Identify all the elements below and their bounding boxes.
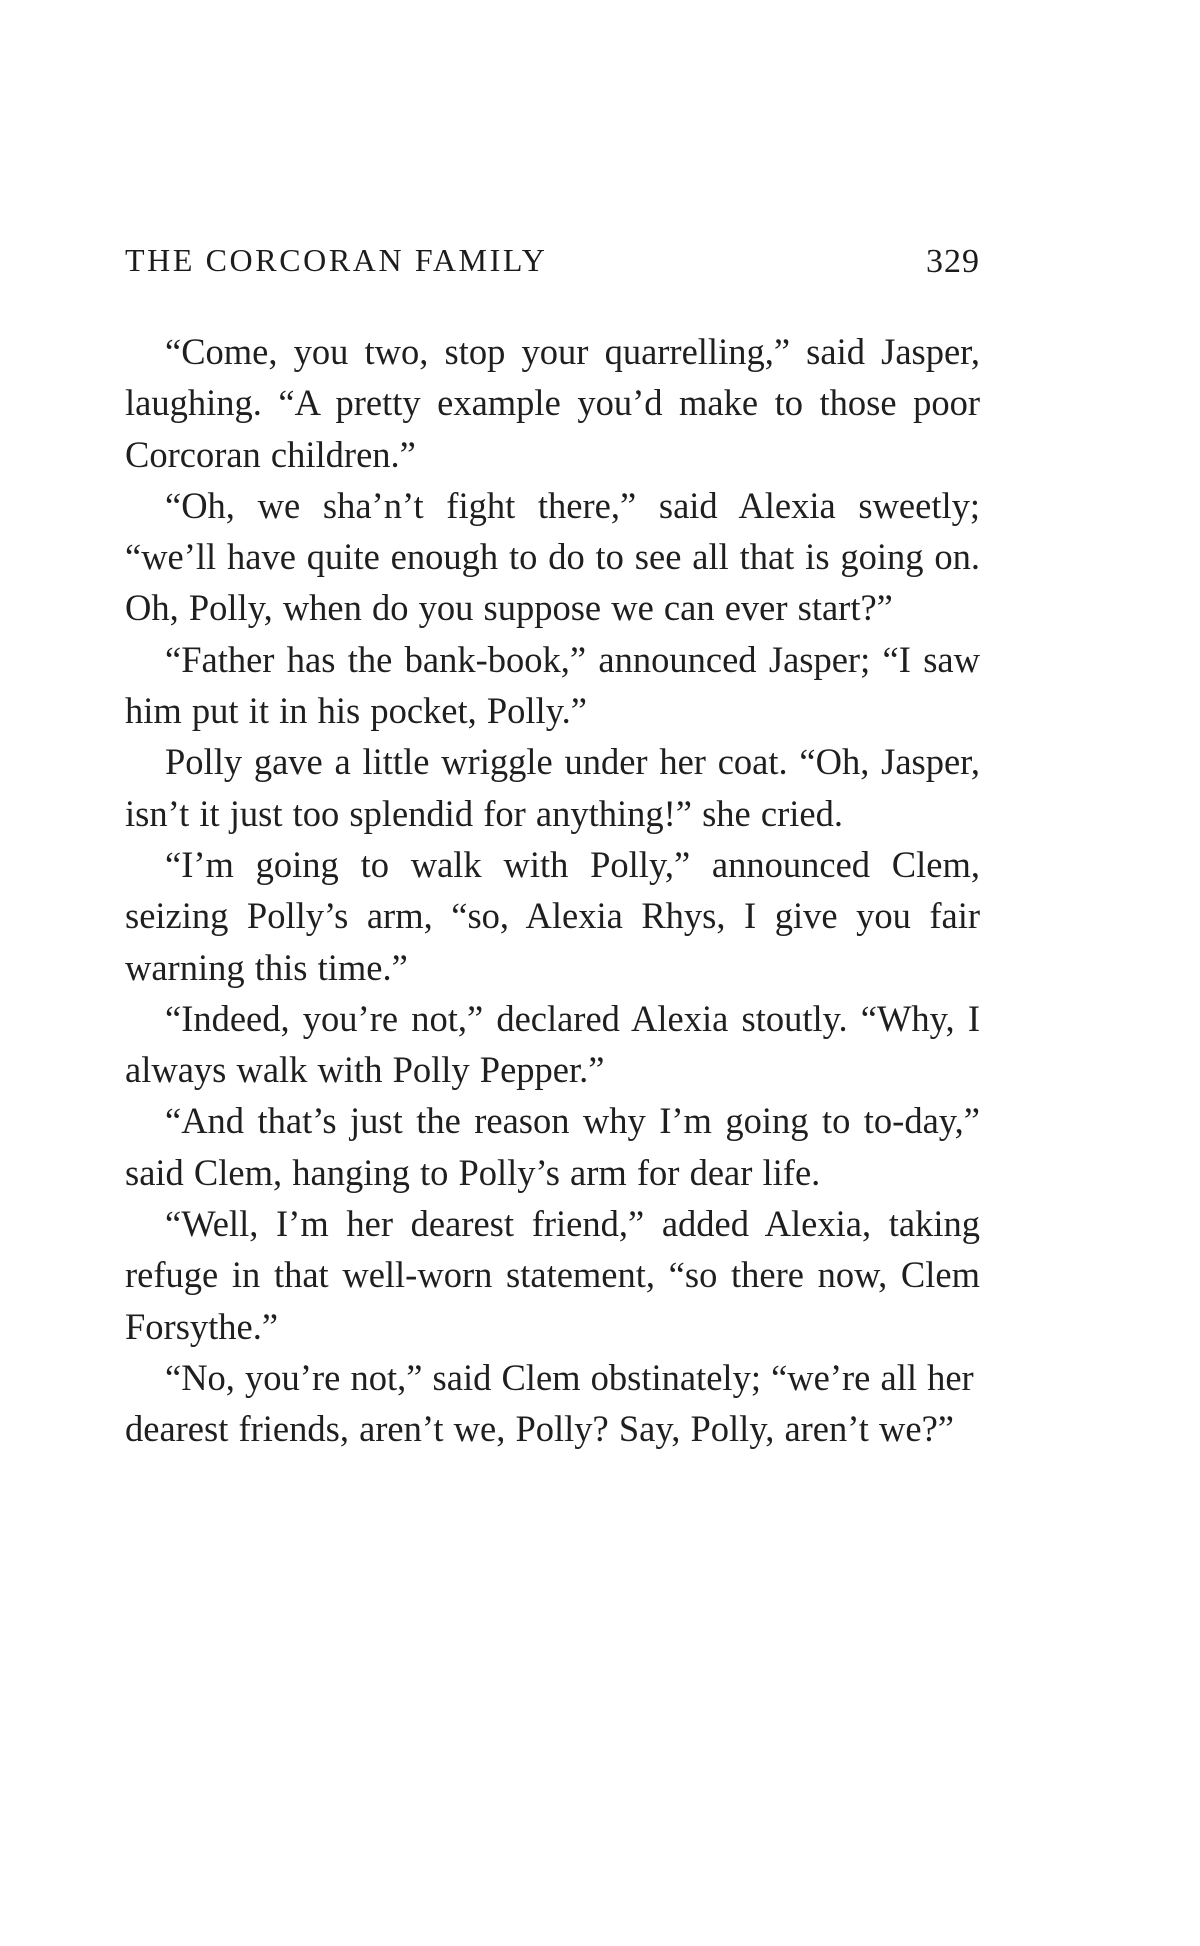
paragraph: “Well, I’m her dearest friend,” added Alexia, taking refuge in that well-worn statement, “so there now, Clem Forsythe.”: [125, 1203, 980, 1347]
running-head: [125, 238, 980, 282]
paragraph: “Come, you two, stop your quarrelling,” said Jasper, laughing. “A pretty example you’d make to those poor Corcoran children.”: [125, 331, 980, 475]
paragraph: “Father has the bank-book,” announced Jasper; “I saw him put it in his pocket, Polly.”: [125, 638, 980, 732]
paragraph: “Indeed, you’re not,” declared Alexia stoutly. “Why, I always walk with Polly Pepper.”: [125, 997, 980, 1091]
paragraph: Polly gave a little wriggle under her coat. “Oh, Jasper, isn’t it just too splendid for anything!” she cried.: [125, 741, 980, 834]
paragraph: “I’m going to walk with Polly,” announced Clem, seizing Polly’s arm, “so, Alexia Rhys, I give you fair warning this time.”: [125, 843, 980, 988]
body-text: [125, 326, 980, 1455]
paragraph: “No, you’re not,” said Clem obstinately; “we’re all her dearest friends, aren’t we, Polly? Say, Polly, aren’t we?”: [125, 1356, 974, 1450]
paragraph: “And that’s just the reason why I’m going to to-day,” said Clem, hanging to Polly’s arm for dear life.: [125, 1100, 980, 1193]
paragraph: “Oh, we sha’n’t fight there,” said Alexia sweetly; “we’ll have quite enough to do to see all that is going on. Oh, Polly, when do you suppose we can ever start?”: [125, 484, 980, 629]
page-number: 329: [926, 243, 980, 280]
running-title: THE CORCORAN FAMILY: [125, 242, 548, 278]
